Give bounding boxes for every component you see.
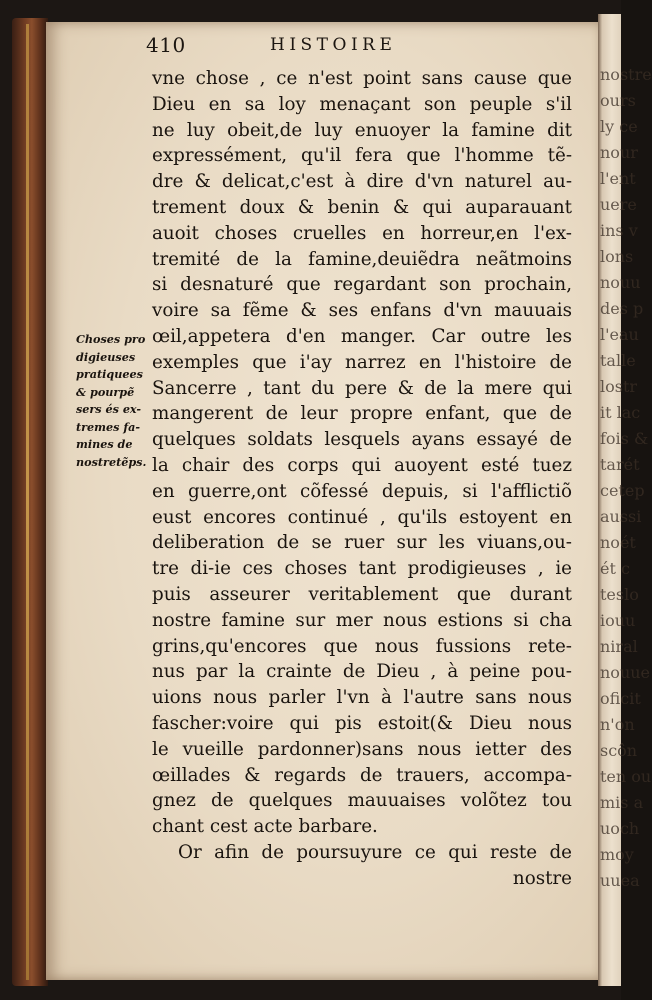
- marginal-note-line: mines de: [76, 437, 133, 451]
- facing-page-text: [600, 62, 652, 894]
- text-line: nostre famine sur mer nous estions si cha: [152, 609, 572, 631]
- text-line: si desnaturé que regardant son prochain,: [152, 274, 572, 296]
- text-line: quelques soldats lesquels ayans essayé de: [152, 429, 572, 451]
- text-line: en guerre,ont cõfessé depuis, si l'afflictiõ: [152, 480, 572, 502]
- page-number: 410: [146, 33, 186, 57]
- facing-page-fragment: teslo: [600, 585, 639, 604]
- facing-page-fragment: noét: [600, 533, 636, 552]
- facing-page-fragment: ten ou: [600, 767, 652, 786]
- facing-page-fragment: nostre: [600, 65, 652, 84]
- facing-page-fragment: nouue: [600, 663, 651, 682]
- body-text: [152, 66, 572, 892]
- text-line: voire sa fẽme & ses enfans d'vn mauuais: [152, 300, 572, 322]
- text-line: ne luy obeit,de luy enuoyer la famine dit: [152, 119, 572, 141]
- facing-page-fragment: nour: [600, 143, 638, 162]
- text-line: nostre: [512, 867, 572, 889]
- marginal-note-line: pratiquees: [76, 367, 143, 381]
- facing-page-fragment: scôn: [600, 741, 638, 760]
- facing-page-fragment: it lac: [600, 403, 641, 422]
- book-binding: [12, 18, 48, 986]
- text-line: grins,qu'encores que nous fussions rete-: [152, 635, 572, 657]
- text-line: deliberation de se ruer sur les viuans,ou-: [152, 532, 572, 554]
- facing-page-fragment: ins v: [600, 221, 638, 240]
- text-line: eust encores continué , qu'ils estoyent en: [152, 506, 572, 528]
- facing-page-fragment: lons: [600, 247, 634, 266]
- facing-page-fragment: talle: [600, 351, 636, 370]
- facing-page-fragment: l'eau: [600, 325, 639, 344]
- marginal-note-line: sers és ex-: [76, 402, 142, 416]
- facing-page-fragment: n'on: [600, 715, 635, 734]
- text-line: tremité de la famine,deuiẽdra neãtmoins: [152, 248, 572, 270]
- text-line: mangerent de leur propre enfant, que de: [152, 403, 572, 425]
- facing-page-fragment: uoch: [600, 819, 640, 838]
- marginal-note-line: tremes fa-: [76, 419, 141, 434]
- facing-page-fragment: iouu: [600, 611, 636, 630]
- text-line: Sancerre , tant du pere & de la mere qui: [152, 377, 572, 399]
- marginal-note-line: digieuses: [76, 349, 136, 364]
- running-head: HISTOIRE: [270, 35, 397, 55]
- text-line: exemples que i'ay narrez en l'histoire de: [152, 351, 572, 373]
- facing-page-fragment: ours: [600, 91, 636, 110]
- facing-page-fragment: cetep: [600, 481, 645, 500]
- facing-page-fragment: ly ce: [600, 117, 638, 136]
- text-line: vne chose , ce n'est point sans cause que: [152, 68, 572, 89]
- facing-page-fragment: ét c: [600, 559, 630, 578]
- facing-page-fragment: mis a: [600, 793, 644, 812]
- text-line: auoit choses cruelles en horreur,en l'ex-: [152, 222, 572, 244]
- text-line: chant cest acte barbare.: [152, 816, 378, 838]
- facing-page-fragment: oficit: [600, 689, 641, 708]
- facing-page-fragment: niral: [600, 637, 638, 656]
- text-line: Or afin de poursuyure ce qui reste de: [178, 841, 572, 863]
- gilt-binding-rule: [26, 24, 29, 980]
- facing-page-fragment: tarét: [600, 455, 640, 474]
- text-line: Dieu en sa loy menaçant son peuple s'il: [152, 93, 572, 115]
- page-header: [146, 33, 576, 63]
- marginal-note: [76, 331, 152, 471]
- facing-page-fragment: moy: [600, 845, 634, 864]
- text-line: dre & delicat,c'est à dire d'vn naturel au-: [152, 171, 572, 193]
- text-line: nus par la crainte de Dieu , à peine pou-: [152, 661, 572, 683]
- text-line: tre di-ie ces choses tant prodigieuses , ie: [152, 558, 572, 580]
- facing-page-fragment: uuea: [600, 871, 640, 890]
- text-line: trement doux & benin & qui auparauant: [152, 196, 572, 218]
- facing-page-fragment: uere: [600, 195, 637, 214]
- text-line: œil,appetera d'en manger. Car outre les: [152, 325, 572, 347]
- marginal-note-line: & pourpẽ: [76, 384, 135, 399]
- text-line: le vueille pardonner)sans nous ietter des: [152, 738, 572, 760]
- marginal-note-line: nostretẽps.: [76, 454, 147, 469]
- text-line: fascher:voire qui pis estoit(& Dieu nous: [152, 712, 572, 734]
- text-line: expressément, qu'il fera que l'homme tẽ-: [152, 145, 572, 167]
- text-line: la chair des corps qui auoyent esté tuez: [152, 454, 572, 476]
- marginal-note-line: Choses pro: [76, 332, 146, 346]
- facing-page-fragment: aussi: [600, 507, 642, 526]
- text-line: uions nous parler l'vn à l'autre sans nous: [152, 687, 572, 709]
- facing-page-fragment: lostr: [600, 377, 638, 396]
- text-line: gnez de quelques mauuaises volõtez tou: [152, 790, 572, 812]
- facing-page-fragment: fois &: [600, 429, 649, 448]
- text-line: puis asseurer veritablement que durant: [152, 583, 572, 605]
- facing-page-fragment: l'ent: [600, 169, 636, 188]
- facing-page-fragment: nouu: [600, 273, 641, 292]
- facing-page-fragment: des p: [600, 299, 644, 318]
- text-line: œillades & regards de trauers, accompa-: [152, 764, 572, 786]
